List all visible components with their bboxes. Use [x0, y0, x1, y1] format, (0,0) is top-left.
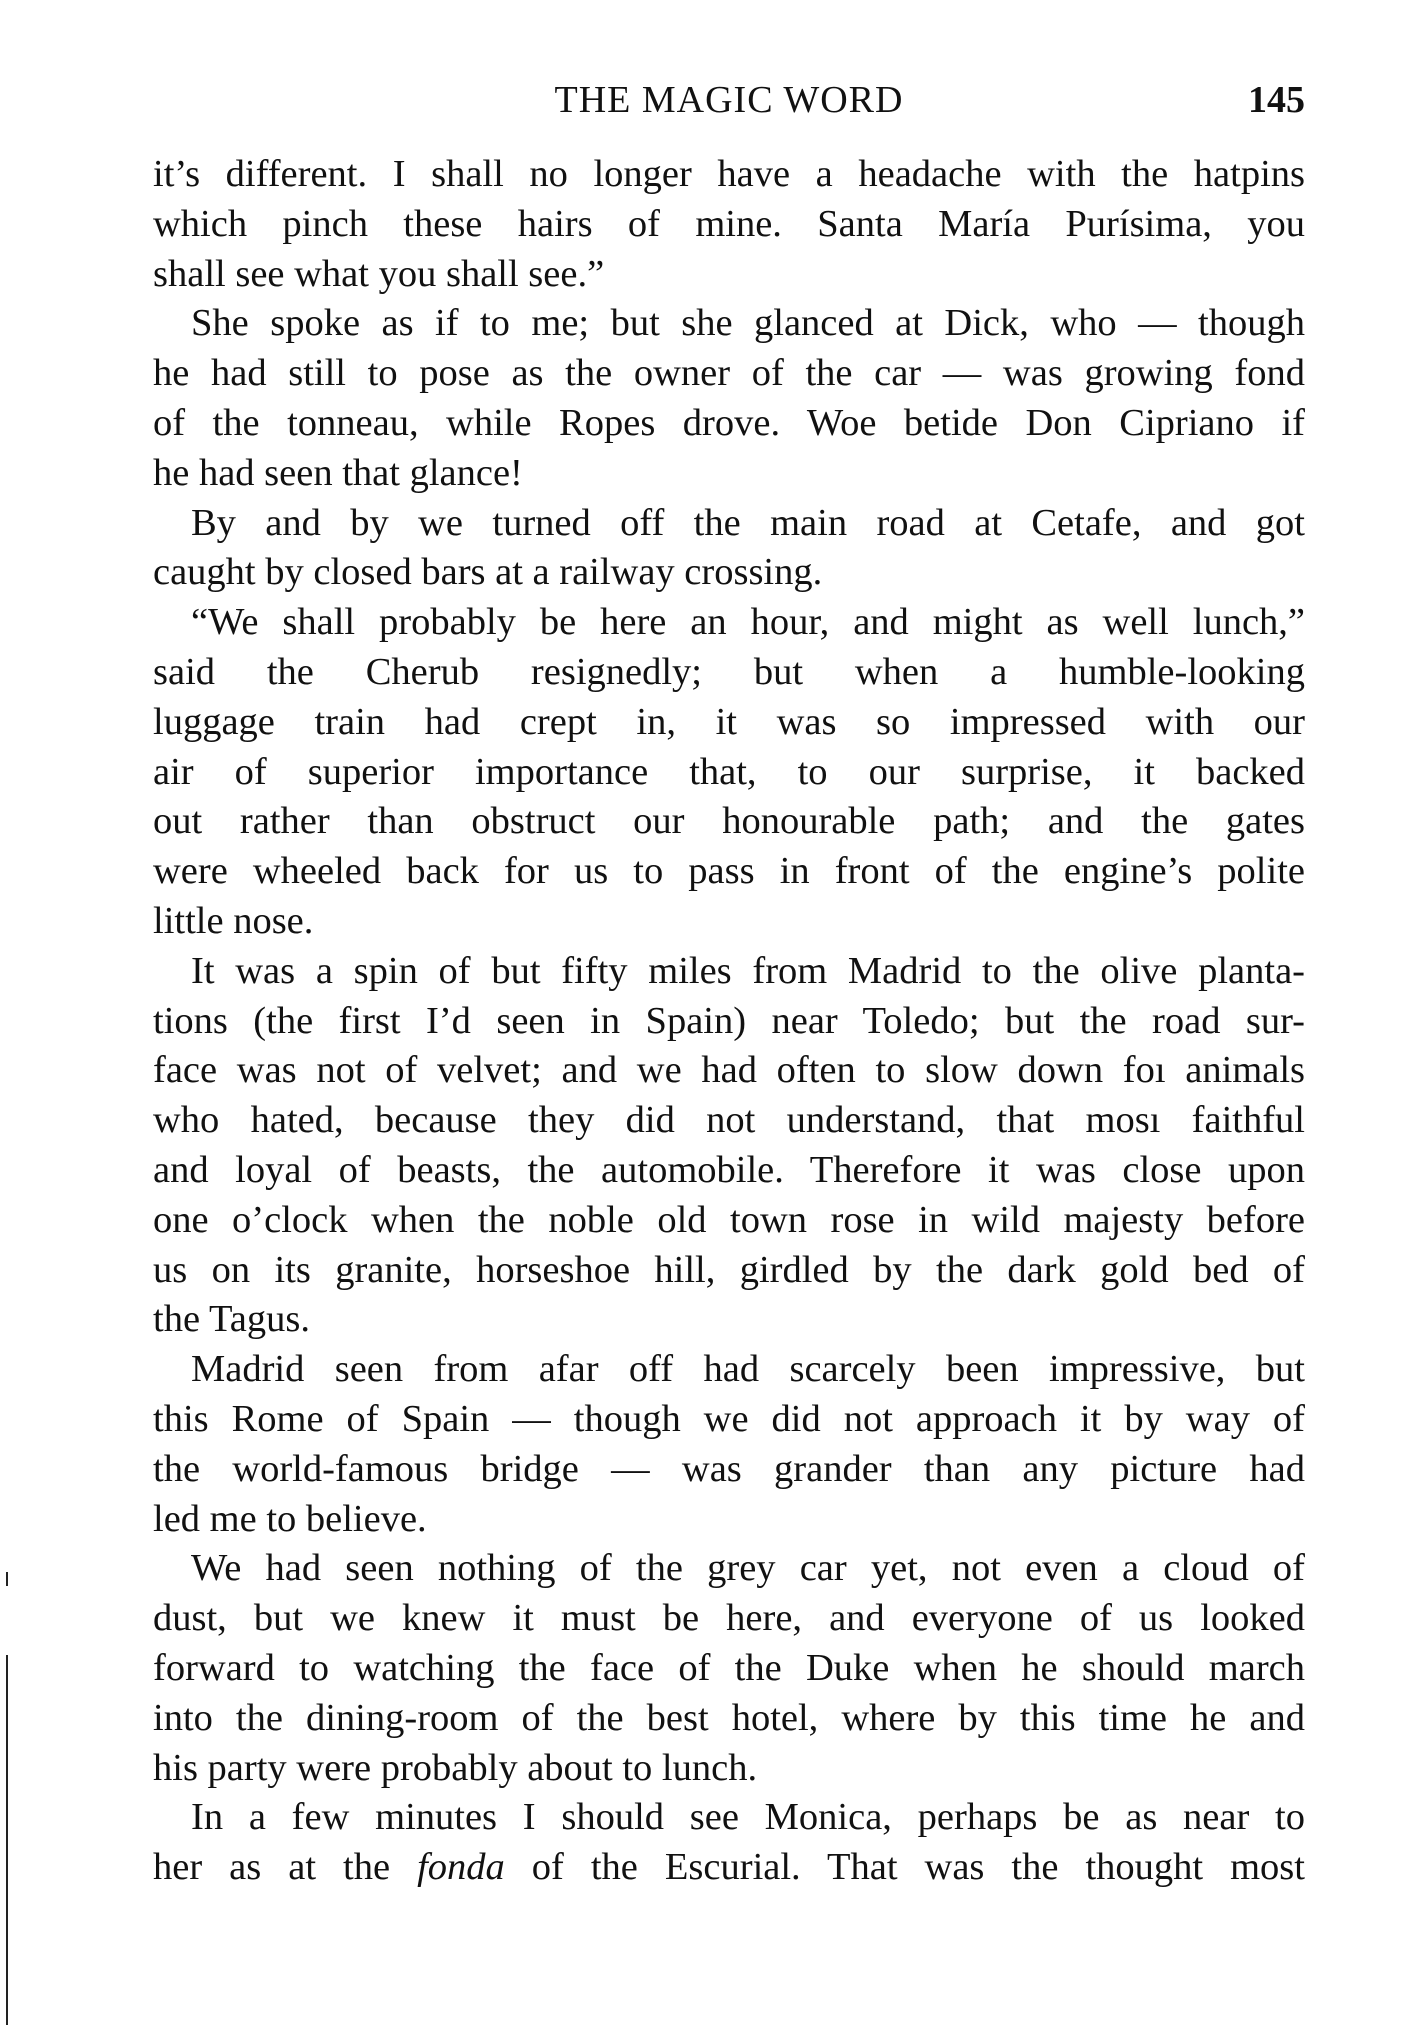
text-line: out rather than obstruct our honourable path; and the gates: [153, 800, 1305, 843]
text-line: the Tagus.: [153, 1298, 310, 1341]
text-line: it’s different. I shall no longer have a headache with the hatpins: [153, 153, 1305, 195]
text-line: face was not of velvet; and we had often to slow down foı animals: [153, 1049, 1305, 1092]
text-line: shall see what you shall see.”: [153, 252, 605, 295]
text-line: forward to watching the face of the Duke when he should march: [153, 1646, 1305, 1689]
text-line: into the dining-room of the best hotel, where by this time he and: [153, 1696, 1305, 1739]
text-line: of the tonneau, while Ropes drove. Woe betide Don Cipriano if: [153, 401, 1305, 444]
text-line: were wheeled back for us to pass in front of the engine’s polite: [153, 850, 1305, 893]
text-line: tions (the first I’d seen in Spain) near Toledo; but the road sur-: [153, 999, 1305, 1042]
text-line: luggage train had crept in, it was so impressed with our: [153, 700, 1305, 743]
text-line: She spoke as if to me; but she glanced at Dick, who — though: [191, 302, 1305, 345]
text-line: which pinch these hairs of mine. Santa María Purísima, you: [153, 202, 1305, 245]
page-number: 145: [1248, 79, 1305, 121]
text-line: little nose.: [153, 899, 314, 942]
text-line: us on its granite, horseshoe hill, girdled by the dark gold bed of: [153, 1248, 1305, 1291]
text-line: led me to believe.: [153, 1497, 427, 1540]
text-line: It was a spin of but fifty miles from Madrid to the olive planta-: [191, 949, 1305, 992]
text-line: he had seen that glance!: [153, 451, 523, 494]
text-segment: her as at the: [153, 1846, 418, 1889]
scan-margin-mark: [6, 1655, 8, 2025]
text-line: said the Cherub resignedly; but when a humble-looking: [153, 650, 1305, 693]
text-line: dust, but we knew it must be here, and everyone of us looked: [153, 1597, 1305, 1640]
text-line: air of superior importance that, to our surprise, it backed: [153, 750, 1305, 793]
text-line: “We shall probably be here an hour, and might as well lunch,”: [191, 601, 1305, 644]
text-line: Madrid seen from afar off had scarcely been impressive, but: [191, 1348, 1305, 1391]
text-line: he had still to pose as the owner of the car — was growing fond: [153, 352, 1305, 395]
text-line: one o’clock when the noble old town rose in wild majesty before: [153, 1198, 1305, 1241]
text-line: the world-famous bridge — was grander than any picture had: [153, 1447, 1305, 1490]
running-head: [153, 78, 1305, 128]
text-line: [153, 1843, 1305, 1893]
text-line: We had seen nothing of the grey car yet, not even a cloud of: [191, 1547, 1305, 1590]
scan-margin-mark: [6, 1572, 8, 1586]
italic-word: fonda: [417, 1846, 505, 1889]
text-line: By and by we turned off the main road at Cetafe, and got: [191, 501, 1305, 544]
text-line: this Rome of Spain — though we did not approach it by way of: [153, 1397, 1305, 1440]
running-title: THE MAGIC WORD: [554, 79, 904, 121]
text-line: who hated, because they did not understand, that mosı faithful: [153, 1099, 1305, 1142]
text-segment: of the Escurial. That was the thought most: [504, 1846, 1305, 1889]
text-line: In a few minutes I should see Monica, perhaps be as near to: [191, 1796, 1305, 1839]
text-line: his party were probably about to lunch.: [153, 1746, 758, 1789]
body-text: [153, 150, 1305, 1893]
text-line: caught by closed bars at a railway crossing.: [153, 551, 823, 594]
text-line: and loyal of beasts, the automobile. Therefore it was close upon: [153, 1148, 1305, 1191]
